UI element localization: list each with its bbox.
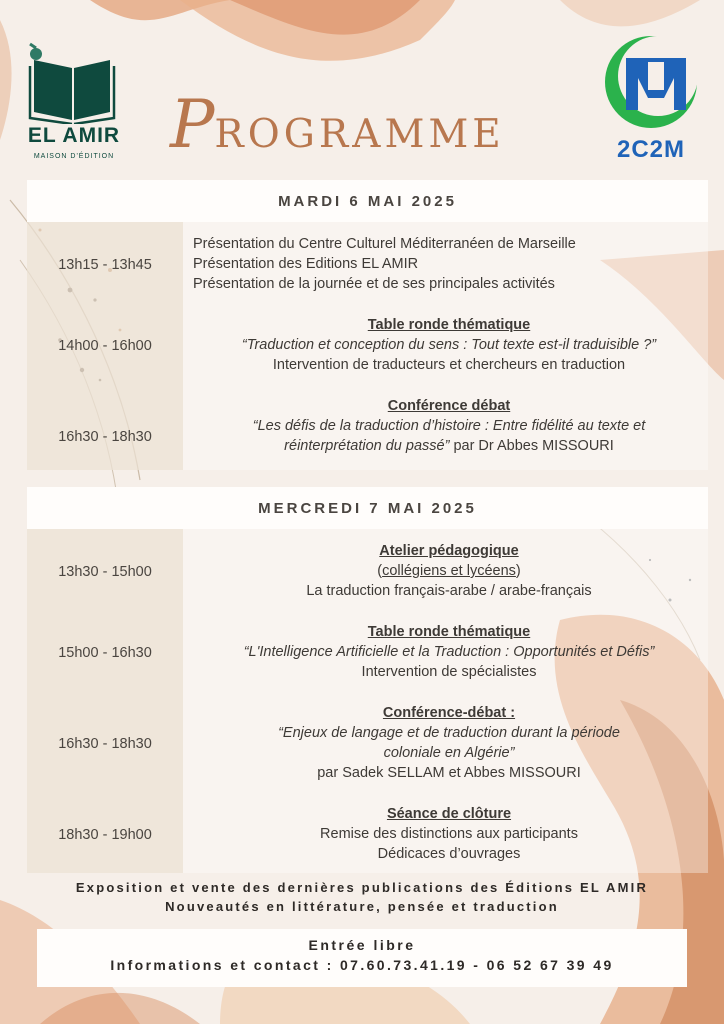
2c2m-logo	[596, 32, 706, 167]
slot-description	[195, 396, 703, 456]
program-slot	[27, 396, 708, 458]
el-amir-logo	[14, 42, 134, 166]
day-header: MARDI 6 MAI 2025	[27, 180, 708, 222]
slot-description: Présentation du Centre Culturel Méditerranéen de Marseille Présentation des Editions EL AMIR Présentation de la journée et de ses principales activités	[193, 236, 576, 292]
program-slot	[27, 703, 708, 785]
slot-time: 14h00 - 16h00	[58, 338, 152, 354]
slot-description: Séance de clôture Remise des distinctions aux participants Dédicaces d’ouvrages	[195, 804, 703, 864]
slot-description	[195, 703, 703, 783]
publisher-name: EL AMIR	[27, 124, 121, 147]
slot-time: 16h30 - 18h30	[58, 736, 152, 752]
slot-speaker: par Dr Abbes MISSOURI	[449, 438, 614, 454]
slot-speaker: par Sadek SELLAM et Abbes MISSOURI	[317, 765, 581, 781]
slot-time: 18h30 - 19h00	[58, 827, 152, 843]
slot-heading: Table ronde thématique	[367, 317, 531, 333]
slot-time: 16h30 - 18h30	[58, 429, 152, 445]
slot-time: 15h00 - 16h30	[58, 645, 152, 661]
publisher-subtitle: MAISON D'ÉDITION	[33, 153, 115, 160]
slot-time: 13h15 - 13h45	[58, 257, 152, 273]
slot-quote: “Enjeux de langage et de traduction durant la période	[278, 725, 620, 741]
slot-quote: “Les défis de la traduction d’histoire : Entre fidélité au texte et	[252, 418, 646, 434]
2c2m-emblem-icon	[596, 32, 706, 132]
slot-quote: “L'Intelligence Artificielle et la Traduction : Opportunités et Défis”	[243, 644, 655, 660]
slot-quote: “Traduction et conception du sens : Tout texte est-il traduisible ?”	[241, 337, 657, 353]
footer-novelties: Nouveautés en littérature, pensée et traduction	[165, 899, 559, 914]
slot-quote: réinterprétation du passé”	[284, 438, 450, 454]
program-slot	[27, 622, 708, 684]
program-slot	[27, 234, 708, 296]
slot-heading: Conférence débat	[387, 398, 511, 414]
contact-box	[37, 929, 687, 987]
slot-time: 13h30 - 15h00	[58, 564, 152, 580]
slot-audience: collégiens et lycéens	[382, 563, 516, 579]
footer-exhibition: Exposition et vente des dernières publications des Éditions EL AMIR	[75, 880, 649, 895]
slot-description: Atelier pédagogique (collégiens et lycéens) La traduction français-arabe / arabe-français	[195, 541, 703, 601]
day-header: MERCREDI 7 MAI 2025	[27, 487, 708, 529]
contact-info: Informations et contact : 07.60.73.41.19 - 06 52 67 39 49	[110, 957, 614, 973]
slot-heading: Atelier pédagogique	[379, 543, 519, 559]
slot-description: Table ronde thématique “L'Intelligence Artificielle et la Traduction : Opportunités et Défis” Intervention de spécialistes	[195, 622, 703, 682]
slot-quote: coloniale en Algérie”	[383, 745, 515, 761]
slot-heading: Séance de clôture	[386, 806, 512, 822]
free-entry: Entrée libre	[308, 937, 416, 953]
program-slot	[27, 541, 708, 603]
partner-name: 2C2M	[616, 136, 686, 163]
program-slot	[27, 804, 708, 866]
slot-heading: Conférence-débat :	[382, 705, 516, 721]
slot-description: Table ronde thématique “Traduction et conception du sens : Tout texte est-il traduisible ?” Intervention de traducteurs et chercheurs en traduction	[195, 315, 703, 375]
slot-heading: Table ronde thématique	[367, 624, 531, 640]
page-title: PROGRAMME	[170, 86, 505, 163]
book-icon	[14, 42, 134, 124]
program-slot	[27, 315, 708, 377]
